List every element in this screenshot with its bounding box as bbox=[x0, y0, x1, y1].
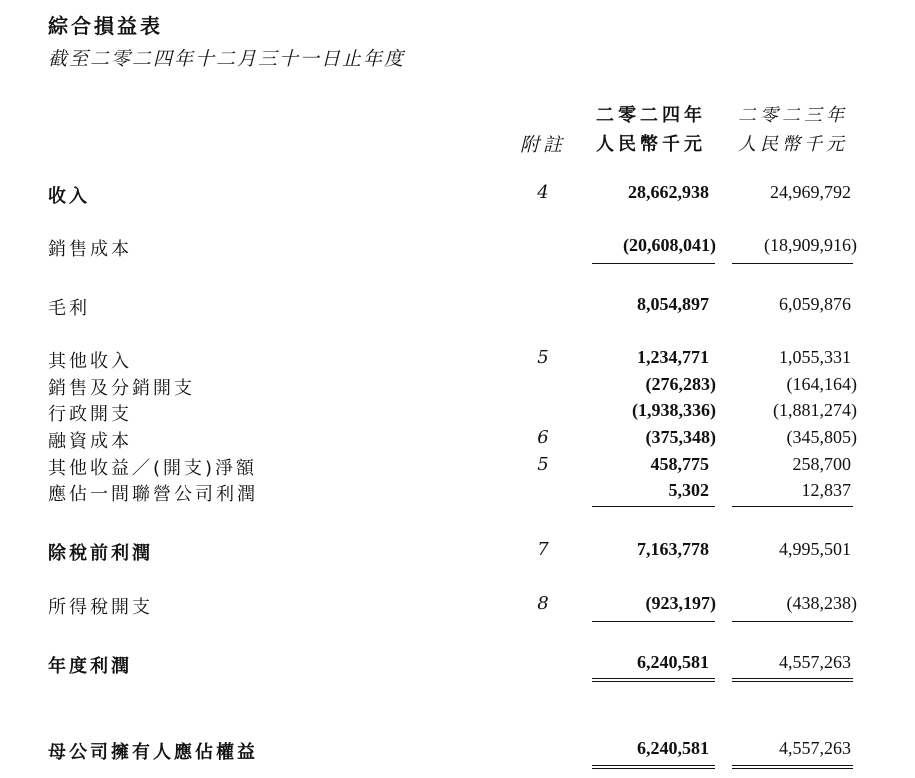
column-header-note: 附註 bbox=[520, 134, 567, 156]
subtotal-rule bbox=[732, 506, 853, 507]
row-label: 所得稅開支 bbox=[48, 597, 153, 618]
row-value-prior: 4,557,263 bbox=[779, 738, 851, 758]
total-double-rule bbox=[592, 765, 715, 769]
row-value-prior: (1,881,274) bbox=[773, 400, 857, 420]
total-double-rule bbox=[592, 678, 715, 682]
row-value-current: 6,240,581 bbox=[637, 738, 709, 758]
row-value-current: 28,662,938 bbox=[628, 182, 709, 202]
column-header-current-unit: 人民幣千元 bbox=[596, 134, 706, 155]
subtotal-rule bbox=[592, 621, 715, 622]
column-header-current-year: 二零二四年 bbox=[596, 105, 706, 126]
column-header-prior-year: 二零二三年 bbox=[738, 105, 848, 126]
row-note: 7 bbox=[537, 539, 549, 560]
row-label: 毛利 bbox=[48, 298, 90, 319]
row-value-current: 6,240,581 bbox=[637, 652, 709, 672]
row-value-prior: 12,837 bbox=[801, 480, 851, 500]
row-label: 應佔一間聯營公司利潤 bbox=[48, 484, 258, 505]
row-value-current: 458,775 bbox=[650, 454, 709, 474]
row-label: 除稅前利潤 bbox=[48, 543, 153, 564]
row-label: 其他收益／(開支)淨額 bbox=[48, 458, 258, 479]
row-value-prior: 4,995,501 bbox=[779, 539, 851, 559]
subtotal-rule bbox=[732, 621, 853, 622]
row-label: 母公司擁有人應佔權益 bbox=[48, 742, 258, 763]
row-value-prior: 1,055,331 bbox=[779, 347, 851, 367]
row-note: 4 bbox=[537, 182, 549, 203]
row-value-current: 1,234,771 bbox=[637, 347, 709, 367]
row-label: 銷售及分銷開支 bbox=[48, 378, 195, 399]
row-value-current: (20,608,041) bbox=[623, 235, 716, 255]
row-label: 銷售成本 bbox=[48, 239, 132, 260]
row-value-prior: 24,969,792 bbox=[770, 182, 851, 202]
row-note: 5 bbox=[537, 347, 549, 368]
row-value-current: (276,283) bbox=[645, 374, 716, 394]
row-note: 6 bbox=[537, 427, 549, 448]
row-revenue bbox=[0, 182, 915, 212]
row-value-prior: (18,909,916) bbox=[764, 235, 857, 255]
row-value-current: (375,348) bbox=[645, 427, 716, 447]
row-cost-of-sales bbox=[0, 235, 915, 265]
subtotal-rule bbox=[592, 506, 715, 507]
subtotal-rule bbox=[732, 263, 853, 264]
row-label: 融資成本 bbox=[48, 431, 132, 452]
row-attributable-to-owners bbox=[0, 738, 915, 768]
column-header-prior-unit: 人民幣千元 bbox=[738, 134, 848, 155]
row-value-prior: (345,805) bbox=[786, 427, 857, 447]
statement-period: 截至二零二四年十二月三十一日止年度 bbox=[48, 48, 406, 70]
row-value-current: 7,163,778 bbox=[637, 539, 709, 559]
total-double-rule bbox=[732, 678, 853, 682]
row-note: 8 bbox=[537, 593, 549, 614]
row-value-prior: (438,238) bbox=[786, 593, 857, 613]
row-value-prior: 258,700 bbox=[792, 454, 851, 474]
statement-title: 綜合損益表 bbox=[48, 14, 163, 38]
row-finance-costs bbox=[0, 427, 915, 457]
row-value-current: 5,302 bbox=[668, 480, 709, 500]
row-value-current: (1,938,336) bbox=[632, 400, 716, 420]
row-value-prior: 6,059,876 bbox=[779, 294, 851, 314]
row-value-current: 8,054,897 bbox=[637, 294, 709, 314]
row-note: 5 bbox=[537, 454, 549, 475]
row-administrative-expenses bbox=[0, 400, 915, 430]
row-label: 行政開支 bbox=[48, 404, 132, 425]
row-value-current: (923,197) bbox=[645, 593, 716, 613]
row-label: 其他收入 bbox=[48, 351, 132, 372]
row-income-tax bbox=[0, 593, 915, 623]
row-label: 收入 bbox=[48, 186, 90, 207]
total-double-rule bbox=[732, 765, 853, 769]
subtotal-rule bbox=[592, 263, 715, 264]
row-profit-before-tax bbox=[0, 539, 915, 569]
row-label: 年度利潤 bbox=[48, 656, 132, 677]
row-value-prior: 4,557,263 bbox=[779, 652, 851, 672]
row-value-prior: (164,164) bbox=[786, 374, 857, 394]
row-other-income bbox=[0, 347, 915, 377]
row-gross-profit bbox=[0, 294, 915, 324]
